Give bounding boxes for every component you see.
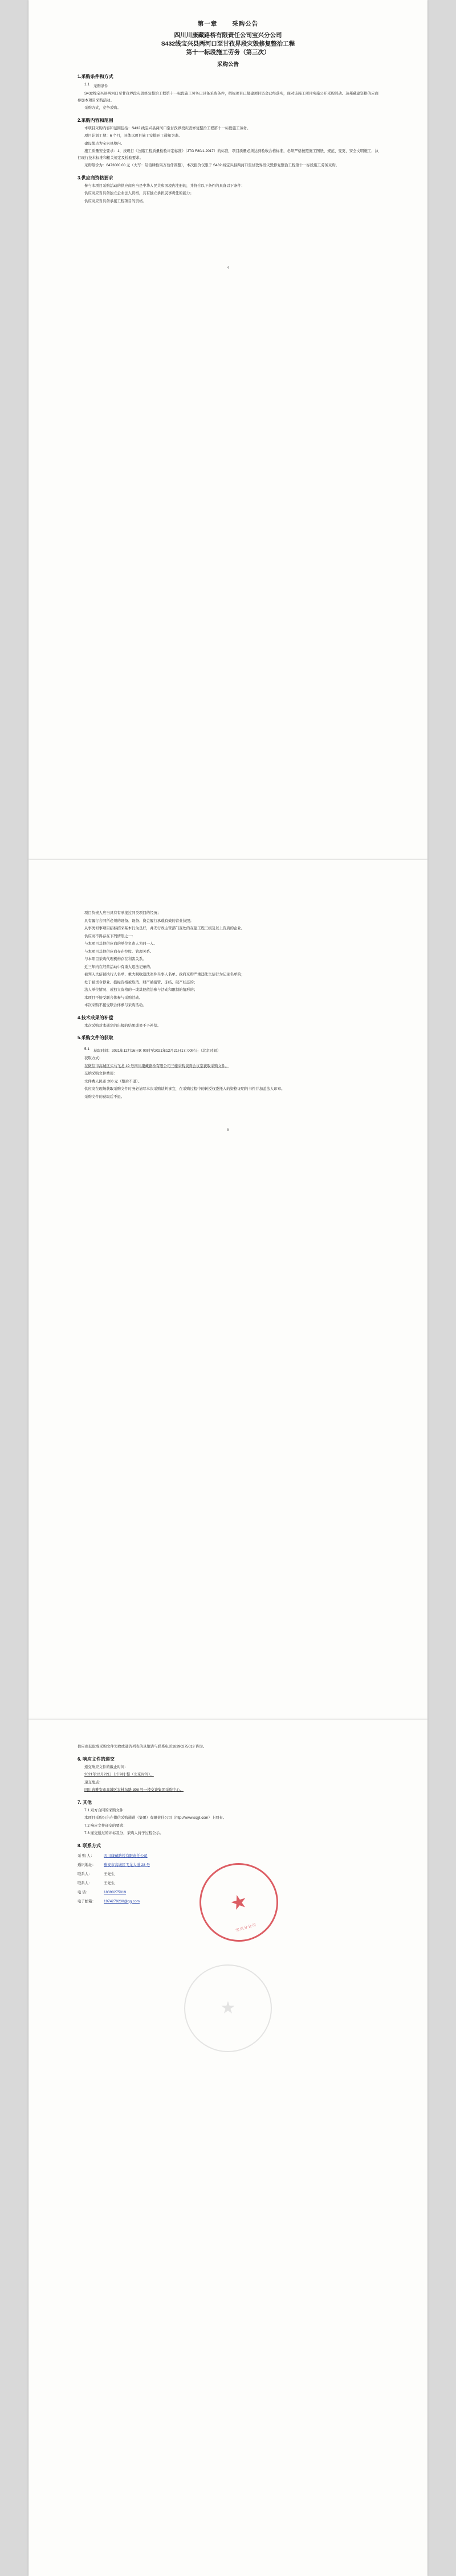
paragraph: 5.1 — [84, 1047, 89, 1051]
paragraph: 交纳采购文件费用： — [84, 1072, 117, 1076]
paragraph: 采购方式，竞争采购。 — [84, 106, 121, 110]
paragraph-highlight: 2021年12月22日 上午9时 整（北京时间）。 — [84, 1773, 154, 1777]
paragraph: 具有履行合同所必须的设备、设备、资金履行承载有效的营业执照； — [84, 918, 194, 923]
section-2-heading: 2.采购内容和范围 — [78, 117, 113, 123]
paragraph: 获取方式： — [84, 1056, 103, 1060]
contact-label: 通讯地址： — [78, 1863, 96, 1867]
star-icon: ★ — [220, 1999, 236, 2017]
title-subtitle: 采购公告 — [217, 61, 239, 68]
paragraph: 采购文件的获取后不退。 — [84, 1094, 125, 1099]
paragraph: 本项目不接受联合体参与采购活动。 — [84, 995, 143, 1000]
section-3 — [78, 175, 378, 205]
section-7 — [78, 1799, 378, 1837]
contact-value[interactable]: 四川康藏路桥有限责任公司 — [104, 1853, 148, 1858]
contact-value[interactable]: 雅安市高城区飞龙大道 28 号 — [104, 1863, 150, 1867]
paragraph: 本次采购对本通定的出报的结果成果不予补偿。 — [84, 1023, 161, 1028]
paragraph-link[interactable]: 四川省雅安市高城区农林东路 308 号一楼交谈集团采购中心。 — [84, 1788, 184, 1792]
paragraph: 获取时间：2021年12月16日9: 00时至2021年12月21日17: 00时止（北京时间） — [93, 1048, 221, 1053]
paragraph: 法人单位情况、或独立资格的一或其他依法参与活动和限制的情形的； — [84, 988, 198, 992]
paragraph: 本次采购不接受联合体参与采购活动。 — [84, 1003, 146, 1007]
paragraph: S432线宝兴县两河口至甘孜界段灾毁修复整治工程第十一标段施工劳务已具备采购条件，招标项目已报建项目资金已经落实，现对该施工项目实施公开采购活动。达邦藏建资格的应商参加本项目采购活动。 — [78, 92, 378, 102]
section-5-heading: 5.采购文件的获取 — [78, 1035, 113, 1040]
paragraph: 7.2 响应文件递交的要求： — [84, 1823, 127, 1828]
paragraph: 供应商应当具备独立企业法人资格，具有独立承担民事责任的能力； — [84, 191, 194, 195]
paragraph: 供应商不得存在下列情形之一： — [84, 934, 136, 938]
paragraph: 施工质量安全要求：1、按现行《公路工程质量检验评定标准》（JTG F80/1-2017）的标准，项目质量必须达到验收合格标准，必须严格按照施工图纸、规范、变更、安全文明施工、执行现行技术标准和相关规定及检验要求。 — [78, 149, 378, 160]
page-number: 4 — [227, 266, 229, 270]
title-company: 四川川康藏路桥有限责任公司宝兴分公司 — [174, 32, 282, 39]
paragraph: 被列入失信被执行人名单、重大税收违法案件当事人名单、政府采购严重违法失信行为记录名单的； — [84, 973, 245, 977]
page-number: 5 — [227, 1129, 229, 1132]
contact-value[interactable]: 1974279230@qq.com — [104, 1899, 140, 1904]
paragraph: 采购限价为：6473000.00 元（大写：陆佰肆拾柒万叁仟圆整），本次报价仅限于 S432 线宝兴县两河口至甘孜界段灾毁修复整治工程第十一标段施工劳务采购。 — [84, 163, 340, 167]
section-7-heading: 7. 其他 — [78, 1799, 92, 1805]
section-6 — [78, 1756, 378, 1794]
contact-label: 电 话： — [78, 1890, 89, 1894]
contact-label: 联系人： — [78, 1872, 92, 1876]
title-section: 第十一标段施工劳务（第三次） — [186, 49, 270, 56]
contact-label: 采 购 人： — [78, 1853, 95, 1858]
section-4-heading: 4.技术成果的补偿 — [78, 1015, 113, 1020]
document-page-1 — [28, 0, 427, 860]
paragraph: 本项目采购公告在微信采购通道（集团）有限责任公司（http://www.scjjjt.com）上网布。 — [84, 1816, 227, 1820]
contact-label: 联系人： — [78, 1881, 92, 1885]
paragraph: 与本项目其他供应商存在控股、管理关系。 — [84, 949, 154, 954]
paragraph: 递交地点： — [84, 1780, 103, 1785]
contact-label: 电子邮箱： — [78, 1899, 96, 1904]
paragraph: 1.1 — [84, 83, 89, 87]
contact-value: 王先生 — [104, 1881, 115, 1885]
paragraph-link[interactable]: 在微信市高城区买马飞龙 19 号四川康藏路桥有限公司三楼采购谈判会议室获取采购文件。 — [84, 1064, 229, 1068]
paragraph: 递交响应文件的截止时间： — [84, 1765, 128, 1769]
contact-row — [78, 1852, 378, 1860]
paragraph: 建设地点为宝兴县境内。 — [84, 141, 125, 146]
section-5 — [78, 1035, 378, 1100]
section-1 — [78, 73, 378, 112]
section-4 — [78, 1015, 378, 1029]
paragraph: 本项目采购内容和范围包括：S432 线宝兴县两河口至甘孜界段灾毁修复整治工程第十一标段施工劳务。 — [84, 126, 251, 130]
watermark-seal — [184, 1964, 272, 2052]
section-6-heading: 6. 响应文件的递交 — [78, 1756, 115, 1762]
paragraph: 处于被责令停业、投标资格被取消、财产被接管、冻结、破产状态的； — [84, 980, 198, 985]
paragraph: 项目负责人应当具有有承接过同类项目的经历； — [84, 911, 161, 915]
paragraph: 供应商在现场获取采购文件时务必请写本次采购谈判事宜，在采购过程中的转授权委托人的资格证明的书件并加盖法人印章。 — [84, 1087, 285, 1091]
paragraph: 供应商应当具备承接工程项目的资格。 — [84, 199, 146, 203]
title-project: S432线宝兴县两河口至甘孜界段灾毁修复整治工程 — [161, 40, 295, 47]
paragraph: 参与本项目采购活动的供应商应当是中华人民共和国境内注册的，并符合以下条件的具备以下条件： — [84, 183, 245, 188]
title-chapter: 第一章 — [197, 20, 218, 27]
title-chapter-line — [78, 19, 378, 28]
contact-value: 王先生 — [104, 1872, 115, 1876]
paragraph: 项目计划工期：6 个月，具体以项目施工安排开工通知为准。 — [84, 134, 182, 138]
paragraph: 近三年内在经营活动中有重大违法记录的。 — [84, 965, 154, 969]
contact-value[interactable]: 18390275019 — [104, 1890, 127, 1894]
seal-bottom-text: 宝兴分公司 — [235, 1923, 257, 1933]
section-3-heading: 3.供应商资格要求 — [78, 175, 113, 181]
paragraph: 与本项目采购代理机构存在利害关系。 — [84, 957, 146, 961]
title-notice: 采购公告 — [232, 20, 259, 27]
paragraph: 供应商获取成采购文件失败或通答列表的具地请与联系电话18390275019 咨询。 — [78, 1745, 207, 1749]
section-8-heading: 8. 联系方式 — [78, 1843, 101, 1848]
paragraph: 从事类似事项目招标招采基本行为良好，并无行政主管部门查处的在建工程三级及以上资质的企业。 — [84, 926, 245, 930]
section-1-heading: 1.采购条件和方式 — [78, 74, 113, 79]
page-title — [78, 19, 378, 68]
document-page-3 — [28, 1720, 427, 2576]
paragraph: 采购条件 — [93, 84, 108, 88]
section-2 — [78, 117, 378, 169]
star-icon: ★ — [227, 1889, 250, 1915]
document-page-2 — [28, 860, 427, 1720]
paragraph: 文件费人民币 200 元（整后不退）。 — [84, 1079, 142, 1084]
paragraph: 7.3 递交通过的评标及分，采购人持子过程公示。 — [84, 1831, 164, 1835]
paragraph: 7.1 双方合同的采购文件： — [84, 1808, 127, 1812]
paragraph: 与本项目其他供应商的单位负责人为同一人。 — [84, 942, 157, 946]
